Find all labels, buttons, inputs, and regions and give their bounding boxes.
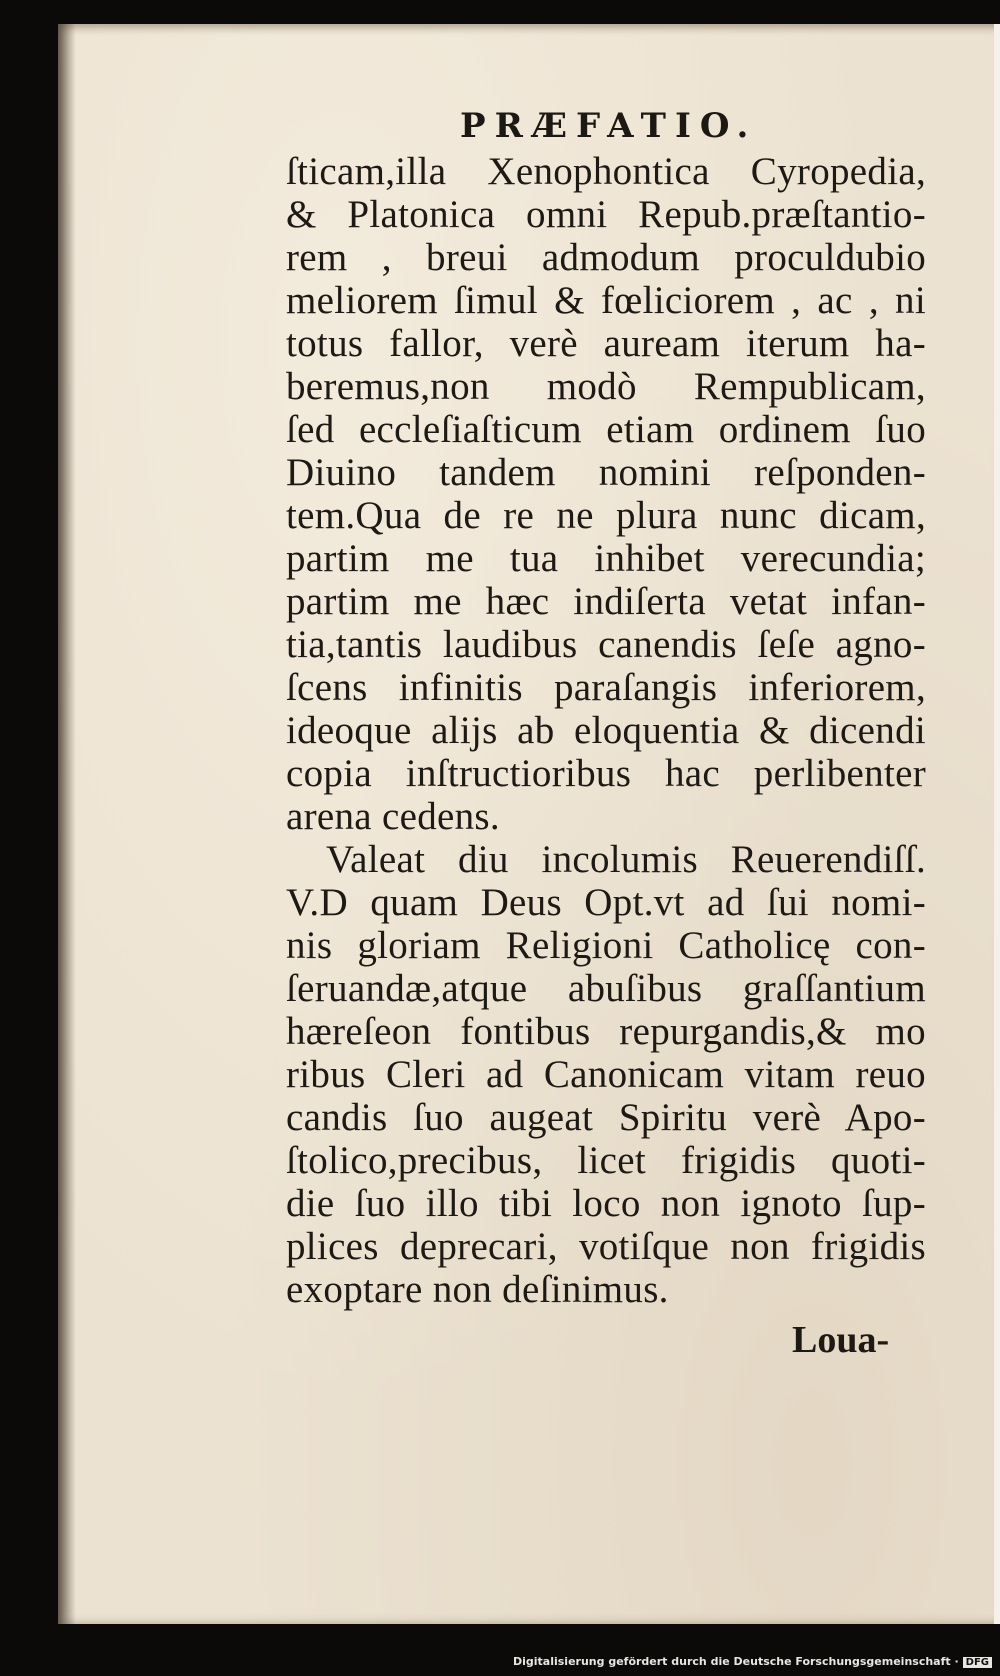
catchword: Loua- (792, 1319, 890, 1361)
text-line: exoptare non deſinimus. (286, 1268, 669, 1311)
running-head: PRÆFATIO. (460, 106, 758, 146)
text-line: ſed eccleſiaſticum etiam ordinem ſuo (286, 408, 926, 451)
digitization-credit (513, 1655, 992, 1668)
text-line: hæreſeon fontibus repurgandis,& mo (286, 1010, 926, 1053)
text-line: meliorem ſimul & fœliciorem , ac , ni (286, 279, 926, 322)
dfg-logo: DFG (963, 1657, 992, 1668)
text-line: ribus Cleri ad Canonicam vitam reuo (286, 1053, 926, 1096)
text-line: ſtolico,precibus, licet frigidis quoti- (286, 1139, 926, 1182)
spine-shadow (58, 24, 76, 1624)
text-line: tem.Qua de re ne plura nunc dicam, (286, 494, 926, 537)
text-line: tia,tantis laudibus canendis ſeſe agno- (286, 623, 926, 666)
text-line: ſeruandæ,atque abuſibus graſſantium (286, 967, 926, 1010)
text-line: ſticam,illa Xenophontica Cyropedia, (286, 150, 926, 193)
text-line: nis gloriam Religioni Catholicę con- (286, 924, 926, 967)
page-edge (994, 24, 1000, 1624)
text-line: candis ſuo augeat Spiritu verè Apo- (286, 1096, 926, 1139)
text-line: rem , breui admodum proculdubio (286, 236, 926, 279)
text-line: copia inſtructioribus hac perlibenter (286, 752, 926, 795)
text-line: partim me hæc indiſerta vetat infan- (286, 580, 926, 623)
text-line: V.D quam Deus Opt.vt ad ſui nomi- (286, 881, 926, 924)
credit-text: Digitalisierung gefördert durch die Deutsche Forschungsgemeinschaft · (512, 1655, 959, 1668)
text-line: Valeat diu incolumis Reuerendiſſ. (326, 838, 926, 881)
text-line: ideoque alijs ab eloquentia & dicendi (286, 709, 926, 752)
text-line: & Platonica omni Repub.præſtantio- (286, 193, 926, 236)
text-line: arena cedens. (286, 795, 500, 838)
text-line: ſcens infinitis paraſangis inferiorem, (286, 666, 926, 709)
text-line: die ſuo illo tibi loco non ignoto ſup- (286, 1182, 926, 1225)
text-line: Diuino tandem nomini reſponden- (286, 451, 926, 494)
text-line: totus fallor, verè auream iterum ha- (286, 322, 926, 365)
body-text (286, 150, 926, 1311)
text-line: plices deprecari, votiſque non frigidis (286, 1225, 926, 1268)
text-line: partim me tua inhibet verecundia; (286, 537, 926, 580)
text-line: beremus,non modò Rempublicam, (286, 365, 926, 408)
